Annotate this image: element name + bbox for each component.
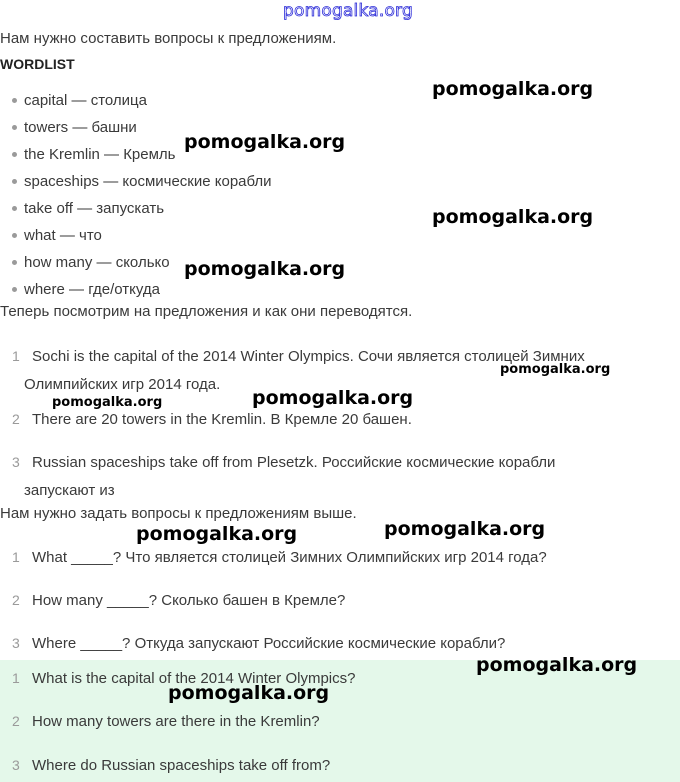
sentence-text: Sochi is the capital of the 2014 Winter Olympics. Сочи является столицей Зимних: [32, 348, 585, 365]
bullet-icon: [12, 260, 17, 265]
question-text: What _____? Что является столицей Зимних Олимпийских игр 2014 года?: [32, 549, 547, 566]
sentence-text: There are 20 towers in the Kremlin. В Кремле 20 башен.: [32, 411, 412, 428]
sentences-intro: Теперь посмотрим на предложения и как они переводятся.: [0, 303, 413, 320]
watermark: pomogalka.org: [184, 131, 346, 153]
watermark: pomogalka.org: [432, 78, 594, 100]
sentence-continuation: Олимпийских игр 2014 года.: [24, 376, 221, 393]
list-item: take off — запускать: [12, 199, 164, 219]
bullet-icon: [12, 125, 17, 130]
question-text: How many _____? Сколько башен в Кремле?: [32, 592, 346, 609]
watermark: pomogalka.org: [500, 362, 611, 377]
sentence-number: 2: [12, 411, 20, 427]
list-item: spaceships — космические корабли: [12, 172, 272, 192]
watermark: pomogalka.org: [432, 206, 594, 228]
bullet-icon: [12, 152, 17, 157]
watermark: pomogalka.org: [384, 518, 546, 540]
answer-text: What is the capital of the 2014 Winter Olympics?: [32, 670, 356, 687]
sentence-number: 1: [12, 348, 20, 364]
answer-number: 1: [12, 670, 20, 686]
question-text: Where _____? Откуда запускают Российские космические корабли?: [32, 635, 506, 652]
bullet-icon: [12, 233, 17, 238]
answer-text: How many towers are there in the Kremlin?: [32, 713, 320, 730]
intro-text: Нам нужно составить вопросы к предложениям.: [0, 30, 337, 47]
bullet-icon: [12, 287, 17, 292]
sentence-continuation: запускают из: [24, 482, 115, 499]
answer-text: Where do Russian spaceships take off from?: [32, 757, 331, 774]
list-item: what — что: [12, 226, 102, 246]
answer-number: 3: [12, 757, 20, 773]
bullet-icon: [12, 98, 17, 103]
questions-intro: Нам нужно задать вопросы к предложениям выше.: [0, 505, 357, 522]
list-item: where — где/откуда: [12, 280, 160, 300]
question-number: 1: [12, 549, 20, 565]
watermark: pomogalka.org: [184, 258, 346, 280]
watermark: pomogalka.org: [168, 682, 330, 704]
list-item: capital — столица: [12, 91, 147, 111]
sentence-text: Russian spaceships take off from Plesetzk. Российские космические корабли: [32, 454, 556, 471]
watermark: pomogalka.org: [52, 395, 163, 410]
question-number: 2: [12, 592, 20, 608]
site-watermark-top: pomogalka.org: [283, 1, 413, 21]
answer-number: 2: [12, 713, 20, 729]
sentence-number: 3: [12, 454, 20, 470]
watermark: pomogalka.org: [252, 387, 414, 409]
question-number: 3: [12, 635, 20, 651]
watermark: pomogalka.org: [136, 523, 298, 545]
list-item: the Kremlin — Кремль: [12, 145, 176, 165]
watermark: pomogalka.org: [476, 654, 638, 676]
wordlist-heading: WORDLIST: [0, 56, 75, 72]
list-item: towers — башни: [12, 118, 137, 138]
bullet-icon: [12, 206, 17, 211]
answer-block: [0, 660, 680, 782]
list-item: how many — сколько: [12, 253, 170, 273]
bullet-icon: [12, 179, 17, 184]
